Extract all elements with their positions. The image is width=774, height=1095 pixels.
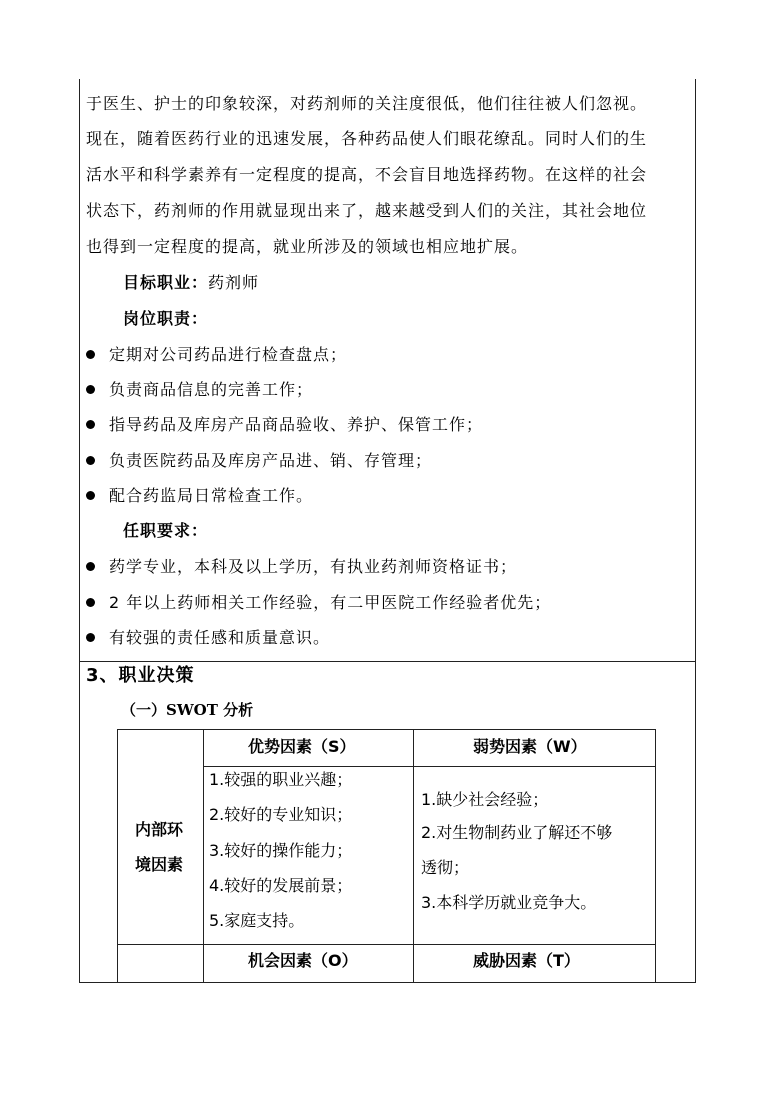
target-job-label: 目标职业： [123, 273, 209, 292]
list-item [86, 414, 483, 436]
weaknesses-header: 弱势因素（W） [473, 737, 587, 756]
section-heading: 3、职业决策 [86, 665, 195, 686]
list-item [86, 450, 432, 472]
list-item [86, 627, 330, 649]
weakness-item: 3.本科学历就业竞争大。 [421, 893, 597, 912]
list-item-text: 定期对公司药品进行检查盘点； [109, 345, 348, 364]
bullet-icon [86, 456, 95, 465]
opportunities-header: 机会因素（O） [248, 951, 358, 970]
list-item [86, 344, 347, 366]
threats-header: 威胁因素（T） [473, 951, 580, 970]
weakness-item: 2.对生物制药业了解还不够 [421, 823, 613, 842]
paragraph-line: 于医生、护士的印象较深，对药剂师的关注度很低，他们往往被人们忽视。 [86, 94, 648, 113]
bullet-icon [86, 598, 95, 607]
list-item [86, 485, 313, 507]
list-item-text: 药学专业，本科及以上学历，有执业药剂师资格证书； [109, 557, 518, 576]
strength-item: 5.家庭支持。 [209, 911, 305, 930]
list-item [86, 379, 313, 401]
internal-factors-label: 内部环 [135, 820, 184, 839]
swot-table [117, 729, 656, 982]
list-item-text: 有较强的责任感和质量意识。 [109, 628, 331, 647]
list-item [86, 592, 551, 614]
paragraph-line: 也得到一定程度的提高，就业所涉及的领域也相应地扩展。 [86, 237, 529, 256]
list-item [86, 556, 517, 578]
target-job-value: 药剂师 [208, 273, 260, 292]
paragraph-line: 现在，随着医药行业的迅速发展，各种药品使人们眼花缭乱。同时人们的生 [86, 129, 648, 148]
list-item-text: 指导药品及库房产品商品验收、养护、保管工作； [109, 415, 484, 434]
bullet-icon [86, 385, 95, 394]
list-item-text: 配合药监局日常检查工作。 [109, 486, 314, 505]
strength-item: 3.较好的操作能力； [209, 841, 353, 860]
bullet-icon [86, 420, 95, 429]
paragraph-line: 活水平和科学素养有一定程度的提高，不会盲目地选择药物。在这样的社会 [86, 165, 648, 184]
strength-item: 4.较好的发展前景； [209, 876, 353, 895]
duties-label: 岗位职责： [123, 309, 209, 328]
weakness-item: 透彻； [421, 858, 470, 877]
bullet-icon [86, 491, 95, 500]
bullet-icon [86, 633, 95, 642]
list-item-text: 负责医院药品及库房产品进、销、存管理； [109, 451, 433, 470]
table-border [117, 729, 656, 730]
weakness-item: 1.缺少社会经验； [421, 790, 549, 809]
list-item-text: 负责商品信息的完善工作； [109, 380, 314, 399]
requirements-label: 任职要求： [123, 521, 209, 540]
list-item-text: 2 年以上药师相关工作经验，有二甲医院工作经验者优先； [109, 593, 552, 612]
strengths-header: 优势因素（S） [248, 737, 356, 756]
bullet-icon [86, 350, 95, 359]
strength-item: 1.较强的职业兴趣； [209, 770, 353, 789]
target-job [123, 272, 259, 294]
strength-item: 2.较好的专业知识； [209, 805, 353, 824]
internal-factors-label: 境因素 [135, 855, 184, 874]
paragraph-line: 状态下，药剂师的作用就显现出来了，越来越受到人们的关注，其社会地位 [86, 201, 648, 220]
bullet-icon [86, 562, 95, 571]
section-divider [79, 661, 695, 662]
section-subheading: （一）SWOT 分析 [121, 701, 254, 719]
table-border [203, 766, 656, 767]
table-border [117, 944, 656, 945]
